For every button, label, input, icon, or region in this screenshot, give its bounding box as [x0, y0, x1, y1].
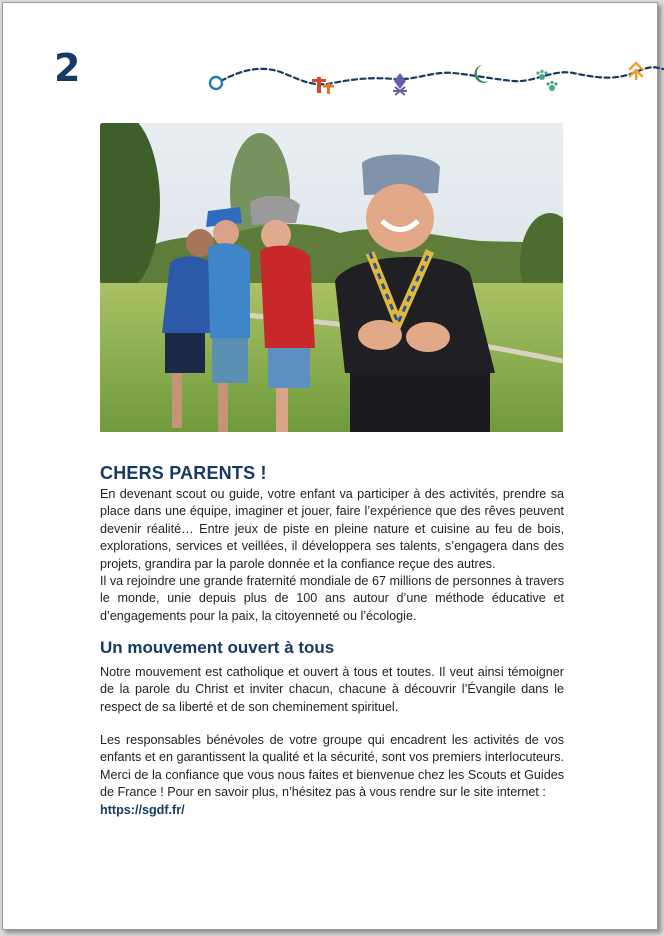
intro-text-1: En devenant scout ou guide, votre enfant va participer à des activités, prendre sa place dans une équipe, imaginer et jouer, faire l’expérience que des rêves peuvent devenir réalité… Entre jeux de piste en pleine nature et cuisine au feu de bois, explorations, services et veillées, il développera ses talents, s’engagera dans des projets, grandira par la parole donnée et la confiance reçue des autres. — [100, 487, 564, 571]
intro-text-2: Il va rejoindre une grande fraternité mondiale de 67 millions de personnes à travers le monde, unie depuis plus de 100 ans autour d’une méthode éducative et d’engagements pour la paix, la citoyenneté ou l’écologie. — [100, 574, 564, 623]
leaders-text: Les responsables bénévoles de votre groupe qui encadrent les activités de vos enfants et en garantissent la qualité et la sécurité, sont vos premiers interlocuteurs. Merci de la confiance que vous nous faites et bienvenue chez les Scouts et Guides de France ! Pour en savoir plus, n’hésitez pas à vous rendre sur le site internet : — [100, 733, 564, 800]
page-number: 2 — [54, 46, 81, 90]
circle-icon — [210, 77, 222, 89]
movement-paragraph: Notre mouvement est catholique et ouvert à tous et toutes. Il veut ainsi témoigner de la parole du Christ et inviter chacun, chacune à découvrir l’Évangile dans le respect de sa liberté et de son cheminement spirituel. — [100, 665, 564, 714]
fleur-de-lis-icon — [393, 73, 407, 95]
section-subheading: Un mouvement ouvert à tous — [100, 638, 335, 657]
tug-of-war-photo — [100, 123, 563, 432]
arrow-up-icon — [630, 63, 642, 80]
moon-icon — [475, 65, 489, 83]
website-link[interactable]: https://sgdf.fr/ — [100, 802, 185, 817]
page-heading: CHERS PARENTS ! — [100, 463, 267, 483]
intro-paragraph — [100, 486, 564, 625]
brochure-page — [2, 2, 658, 930]
leaders-paragraph — [100, 732, 564, 819]
scout-trail-decoration — [203, 59, 663, 99]
tree-icon — [312, 77, 334, 94]
